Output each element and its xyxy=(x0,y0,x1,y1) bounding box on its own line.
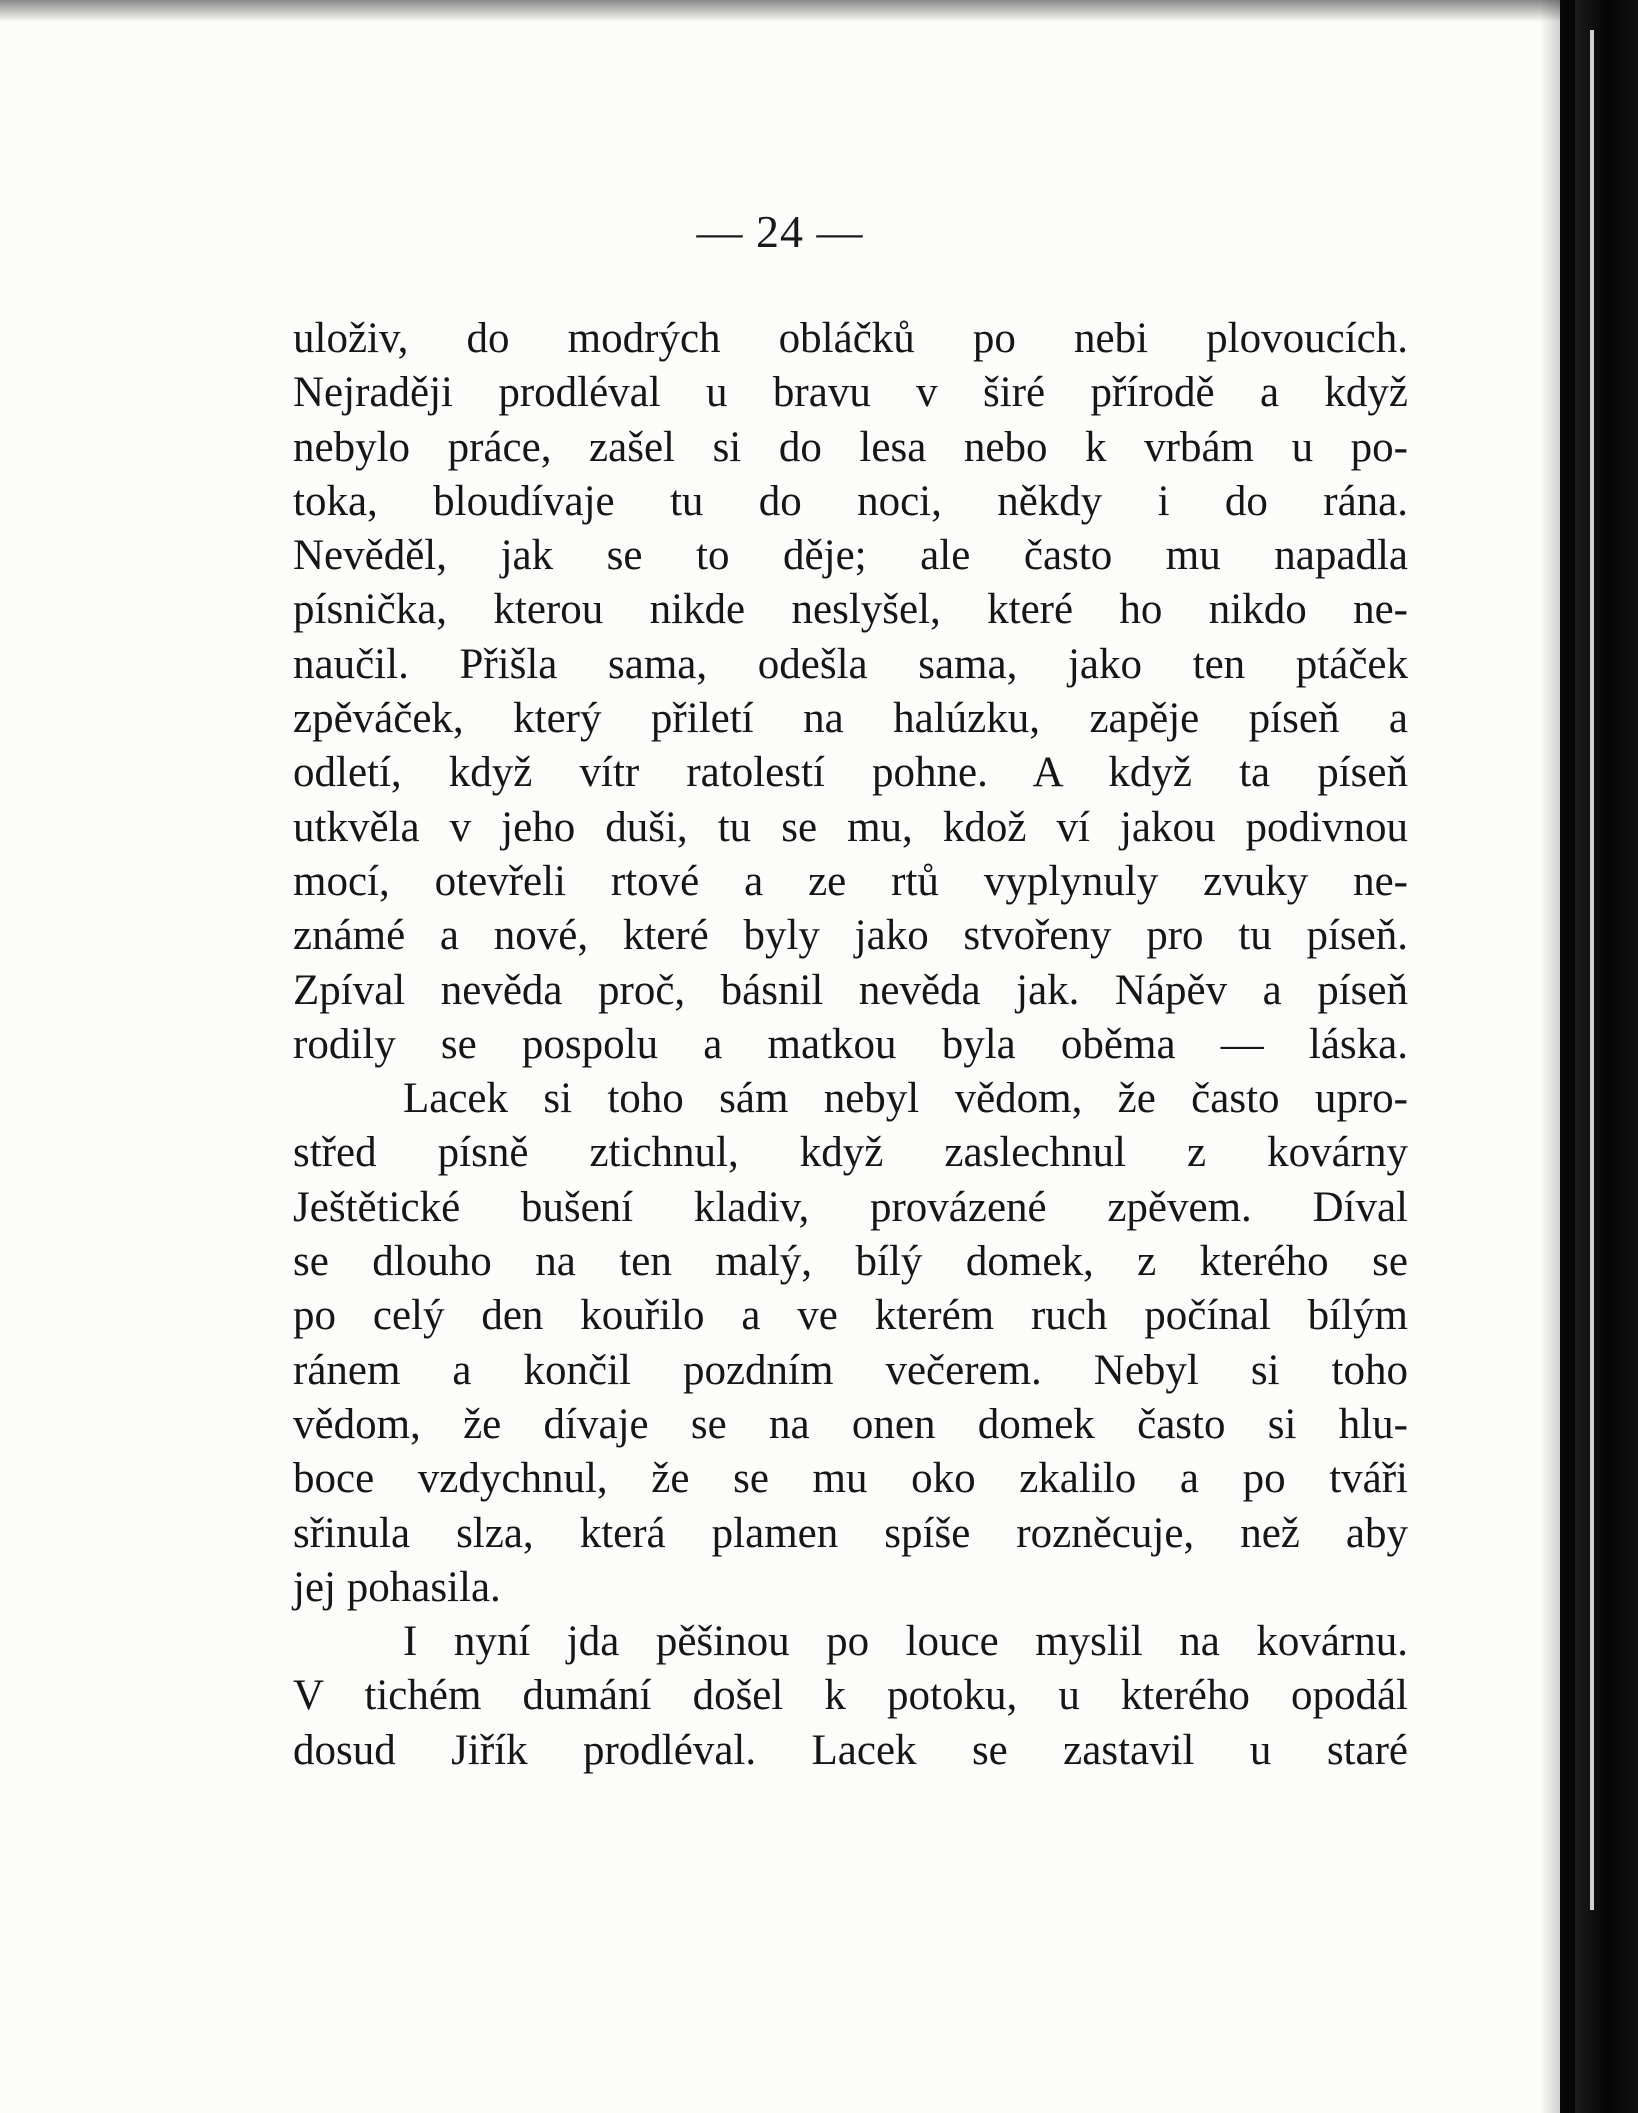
text-line: boce vzdychnul, že se mu oko zkalilo a po tváři xyxy=(293,1455,1408,1503)
page-top-edge-shadow xyxy=(0,0,1560,22)
text-line: uloživ, do modrých obláčků po nebi plovoucích. xyxy=(293,315,1408,362)
text-line: po celý den kouřilo a ve kterém ruch počínal bílým xyxy=(293,1292,1408,1340)
text-line: střed písně ztichnul, když zaslechnul z kovárny xyxy=(293,1129,1408,1177)
spine-shadow xyxy=(1540,0,1575,2113)
text-line: rodily se pospolu a matkou byla oběma — láska. xyxy=(293,1020,1408,1068)
text-line: naučil. Přišla sama, odešla sama, jako ten ptáček xyxy=(293,640,1408,688)
body-text xyxy=(293,312,1408,1778)
text-line: vědom, že dívaje se na onen domek často si hlu- xyxy=(293,1400,1408,1448)
text-line: známé a nové, které byly jako stvořeny pro tu píseň. xyxy=(293,912,1408,960)
text-line: Ještětické bušení kladiv, provázené zpěvem. Díval xyxy=(293,1183,1408,1231)
text-line: utkvěla v jeho duši, tu se mu, kdož ví jakou podivnou xyxy=(293,803,1408,851)
paragraph-start-line: I nyní jda pěšinou po louce myslil na kovárnu. xyxy=(403,1618,1408,1666)
text-line: mocí, otevřeli rtové a ze rtů vyplynuly zvuky ne- xyxy=(293,857,1408,905)
paragraph-start-line: Lacek si toho sám nebyl vědom, že často upro- xyxy=(403,1075,1408,1123)
text-line: se dlouho na ten malý, bílý domek, z kterého se xyxy=(293,1238,1408,1286)
text-line: odletí, když vítr ratolestí pohne. A když ta píseň xyxy=(293,749,1408,797)
text-line: Zpíval nevěda proč, básnil nevěda jak. Nápěv a píseň xyxy=(293,966,1408,1014)
page-number: — 24 — xyxy=(696,206,864,257)
text-line: sřinula slza, která plamen spíše rozněcuje, než aby xyxy=(293,1509,1408,1557)
text-line: zpěváček, který přiletí na halúzku, zapěje píseň a xyxy=(293,695,1408,743)
text-line: písnička, kterou nikde neslyšel, které ho nikdo ne- xyxy=(293,586,1408,634)
text-line: nebylo práce, zašel si do lesa nebo k vrbám u po- xyxy=(293,423,1408,471)
paragraph-end-line: jej pohasila. xyxy=(293,1563,501,1611)
text-line: V tichém dumání došel k potoku, u kterého opodál xyxy=(293,1672,1408,1720)
text-line: Nevěděl, jak se to děje; ale často mu napadla xyxy=(293,532,1408,580)
text-line: dosud Jiřík prodléval. Lacek se zastavil u staré xyxy=(293,1726,1408,1774)
text-line: ránem a končil pozdním večerem. Nebyl si toho xyxy=(293,1346,1408,1394)
text-line: toka, bloudívaje tu do noci, někdy i do rána. xyxy=(293,477,1408,525)
gutter-highlight xyxy=(1590,30,1594,1910)
text-line: Nejraději prodléval u bravu v širé přírodě a když xyxy=(293,369,1408,417)
book-gutter xyxy=(1575,0,1638,2113)
